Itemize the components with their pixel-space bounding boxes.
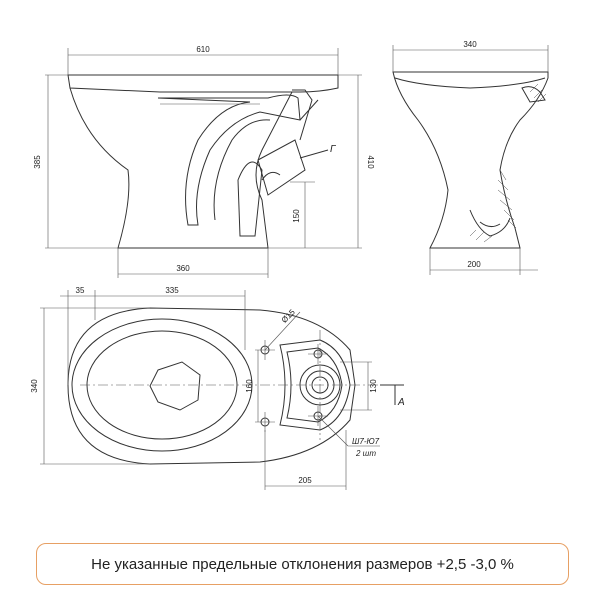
dim-340-top: 340 bbox=[30, 379, 39, 393]
note-hardware-1: Ш7-Ю7 bbox=[352, 437, 380, 446]
dim-205: 205 bbox=[298, 476, 312, 485]
dim-160: 160 bbox=[245, 379, 254, 393]
section-mark-g: Г bbox=[330, 144, 336, 155]
dim-385: 385 bbox=[33, 155, 42, 169]
dim-610: 610 bbox=[196, 45, 210, 54]
dim-410: 410 bbox=[366, 155, 375, 169]
note-hardware-2: 2 шт bbox=[356, 449, 376, 458]
dim-360: 360 bbox=[176, 264, 190, 273]
section-mark-a: A bbox=[398, 397, 405, 408]
dim-150: 150 bbox=[292, 209, 301, 223]
side-view bbox=[33, 45, 375, 278]
dim-335: 335 bbox=[165, 286, 179, 295]
dim-35: 35 bbox=[75, 286, 85, 295]
tolerance-note: Не указанные предельные отклонения размеров +2,5 -3,0 % bbox=[36, 543, 569, 585]
top-view bbox=[30, 286, 405, 490]
dim-340-front: 340 bbox=[463, 40, 477, 49]
dim-d15: Ø15 bbox=[279, 307, 297, 325]
dim-200: 200 bbox=[467, 260, 481, 269]
front-view bbox=[393, 40, 548, 275]
dim-130: 130 bbox=[369, 379, 378, 393]
